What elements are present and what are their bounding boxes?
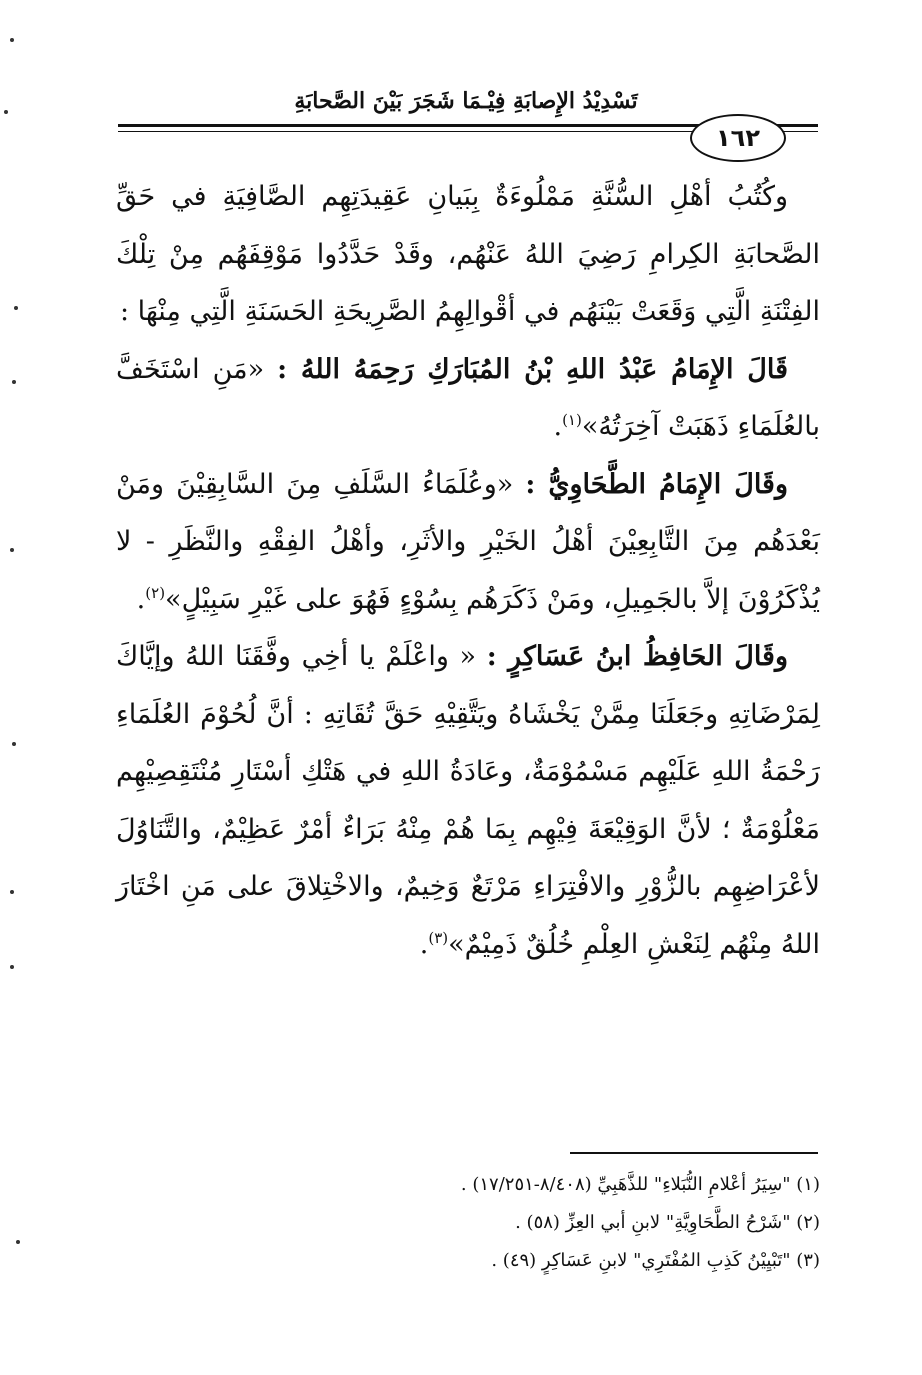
scan-speck xyxy=(12,742,16,746)
quote-tahawi xyxy=(116,456,820,629)
footnotes xyxy=(116,1166,820,1280)
quote-end: . xyxy=(419,928,429,960)
quote-text: «مَنِ اسْتَخَفَّ بالعُلَمَاءِ ذَهَبَتْ آخِرَتُهُ» xyxy=(116,353,820,442)
main-text xyxy=(116,168,820,973)
page-number-badge: ١٦٢ xyxy=(690,114,786,162)
scan-speck xyxy=(10,890,14,894)
footnote-marker: (١) xyxy=(562,411,582,429)
quote-end: . xyxy=(553,411,563,442)
quote-ibn-mubarak xyxy=(116,341,820,456)
scan-speck xyxy=(10,965,14,969)
scan-speck xyxy=(10,38,14,42)
scan-speck xyxy=(12,380,16,384)
footnote-3: (٣) "تَبْيِيْنُ كَذِبِ المُفْتَرِي" لابنِ عَسَاكِرٍ (٤٩) . xyxy=(491,1250,820,1271)
footnote-marker: (٣) xyxy=(428,928,449,947)
quote-ibn-asakir xyxy=(116,628,820,973)
scan-speck xyxy=(14,306,18,310)
scan-speck xyxy=(10,548,14,552)
footnote-separator xyxy=(570,1152,818,1154)
quote-speaker: وقَالَ الإِمَامُ الطَّحَاوِيُّ : xyxy=(525,468,788,500)
quote-text: «وعُلَمَاءُ السَّلَفِ مِنَ السَّابِقِيْنَ ومَنْ بَعْدَهُم مِنَ التَّابِعِيْنَ أهْلُ الخَيْرِ والأثَرِ، وأهْلُ الفِقْهِ والنَّظَرِ - لا يُذْكَرُوْنَ إلاَّ بالجَمِيلِ، ومَنْ ذَكَرَهُم بِسُوْءٍ فَهُوَ على غَيْرِ سَبِيْلٍ» xyxy=(116,468,820,615)
footnote-1: (١) "سِيَرُ أعْلامِ النُّبَلاءِ" للذَّهَبِيِّ (٨/٤٠٨-١٧/٢٥١) . xyxy=(460,1174,820,1195)
quote-text: « واعْلَمْ يا أخِي وفَّقَنَا اللهُ وإيَّاكَ لِمَرْضَاتِهِ وجَعَلَنَا مِمَّنْ يَخْشَاهُ ويَتَّقِيْهِ حَقَّ تُقَاتِهِ : أنَّ لُحُوْمَ العُلَمَاءِ رَحْمَةُ اللهِ عَلَيْهِم مَسْمُوْمَةٌ، وعَادَةُ اللهِ في هَتْكِ أسْتَارِ مُنْتَقِصِيْهِم مَعْلُوْمَةٌ ؛ لأنَّ الوَقِيْعَةَ فِيْهِم بِمَا هُمْ مِنْهُ بَرَاءٌ أمْرٌ عَظِيْمٌ، والتَّنَاوُلَ لأعْرَاضِهِم بالزُّوْرِ والافْتِرَاءِ مَرْتَعٌ وَخِيمٌ، والاخْتِلاقَ على مَنِ اخْتَارَ اللهُ مِنْهُم لِنَعْشِ العِلْمِ خُلُقٌ ذَمِيْمٌ» xyxy=(116,641,820,960)
quote-speaker: قَالَ الإِمَامُ عَبْدُ اللهِ بْنُ المُبَارَكِ رَحِمَهُ اللهُ : xyxy=(277,353,788,385)
running-header-title: تَسْدِيْدُ الإِصابَةِ فِيْـمَا شَجَرَ بَيْنَ الصَّحابَةِ xyxy=(294,88,638,114)
scan-speck xyxy=(16,1240,20,1244)
scan-speck xyxy=(4,110,8,114)
intro-text: وكُتُبُ أهْلِ السُّنَّةِ مَمْلُوءَةٌ بِبَيانِ عَقِيدَتِهِم الصَّافِيَةِ في حَقِّ الصَّحابَةِ الكِرامِ رَضِيَ اللهُ عَنْهُم، وقَدْ حَدَّدُوا مَوْقِفَهُم مِنْ تِلْكَ الفِتْنَةِ الَّتِي وَقَعَتْ بَيْنَهُم في أقْوالِهِمُ الصَّرِيحَةِ الحَسَنَةِ الَّتِي مِنْهَا : xyxy=(116,181,820,327)
quote-end: . xyxy=(136,583,146,615)
quote-speaker: وقَالَ الحَافِظُ ابنُ عَسَاكِرٍ : xyxy=(486,641,788,672)
footnote-marker: (٢) xyxy=(145,583,166,602)
footnote-2: (٢) "شَرْحُ الطَّحَاوِيَّةِ" لابنِ أبي العِزِّ (٥٨) . xyxy=(515,1212,820,1233)
intro-paragraph xyxy=(116,168,820,341)
